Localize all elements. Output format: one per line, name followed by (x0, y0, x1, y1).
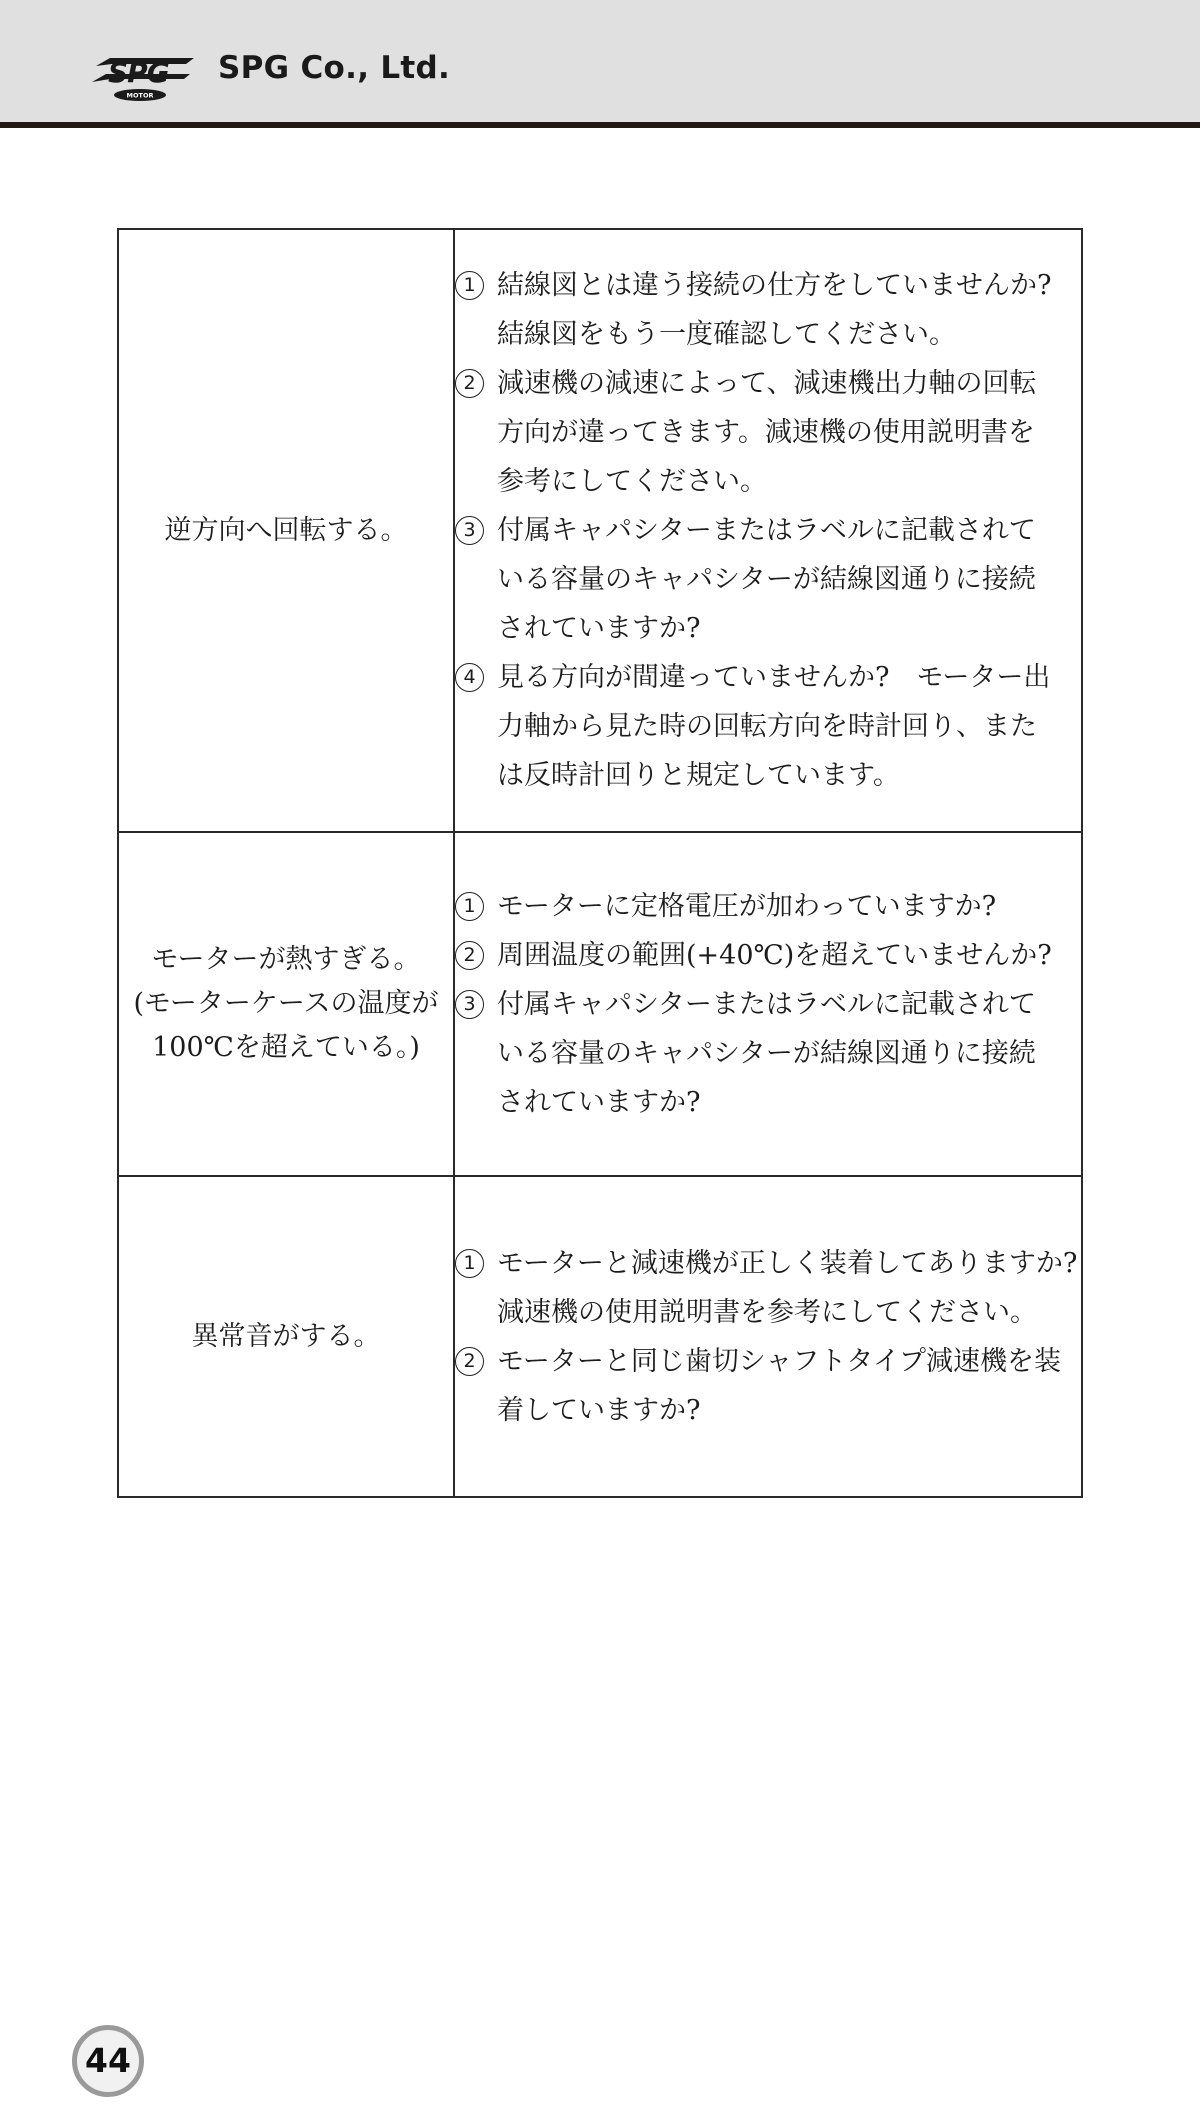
check-text: モーターと同じ歯切シャフトタイプ減速機を装 着していますか? (497, 1345, 1062, 1426)
check-item (455, 359, 1081, 506)
check-text: 結線図とは違う接続の仕方をしていませんか? 結線図をもう一度確認してください。 (497, 270, 1052, 350)
logo-text: SPG (108, 56, 169, 89)
check-item (455, 653, 1081, 800)
circled-number: 4 (455, 663, 484, 692)
logo-sub-text: MOTOR (126, 91, 154, 100)
circled-number: 3 (455, 990, 484, 1019)
symptom-text: 逆方向へ回転する。 (164, 514, 408, 546)
check-text: 付属キャパシターまたはラベルに記載されて いる容量のキャパシターが結線図通りに接続 されていますか? (497, 988, 1036, 1118)
spg-motor-logo (90, 52, 200, 104)
circled-number: 2 (455, 1347, 484, 1376)
page-number: 44 (72, 2025, 144, 2097)
check-text: 周囲温度の範囲(+40℃)を超えていませんか? (497, 939, 1052, 971)
check-item (455, 261, 1081, 359)
checks-cell (454, 1176, 1082, 1497)
circled-number: 1 (455, 271, 484, 300)
table-row (118, 229, 1082, 832)
symptom-cell (118, 229, 454, 832)
check-text: モーターに定格電圧が加わっていますか? (497, 890, 997, 922)
check-item (455, 1239, 1081, 1337)
circled-number: 3 (455, 516, 484, 545)
page-header (0, 0, 1200, 122)
symptom-text: モーターが熱すぎる。 (モーターケースの温度が 100℃を超えている。) (133, 944, 439, 1063)
company-name: SPG Co., Ltd. (218, 50, 451, 86)
circled-number: 2 (455, 369, 484, 398)
check-item (455, 980, 1081, 1127)
check-item (455, 882, 1081, 931)
table-row (118, 832, 1082, 1176)
check-item (455, 1337, 1081, 1435)
checks-cell (454, 832, 1082, 1176)
check-text: 付属キャパシターまたはラベルに記載されて いる容量のキャパシターが結線図通りに接続 されていますか? (497, 515, 1036, 644)
circled-number: 1 (455, 892, 484, 921)
check-text: モーターと減速機が正しく装着してありますか? 減速機の使用説明書を参考にしてください。 (497, 1247, 1078, 1328)
table-row (118, 1176, 1082, 1497)
check-item (455, 506, 1081, 653)
check-text: 減速機の減速によって、減速機出力軸の回転 方向が違ってきます。減速機の使用説明書を 参考にしてください。 (497, 368, 1037, 497)
symptom-cell (118, 832, 454, 1176)
header-divider (0, 122, 1200, 128)
checks-cell (454, 229, 1082, 832)
circled-number: 2 (455, 941, 484, 970)
symptom-text: 異常音がする。 (191, 1320, 381, 1352)
troubleshooting-table (117, 228, 1083, 1498)
circled-number: 1 (455, 1249, 484, 1278)
symptom-cell (118, 1176, 454, 1497)
check-item (455, 931, 1081, 980)
check-text: 見る方向が間違っていませんか? モーター出 力軸から見た時の回転方向を時計回り、また は反時計回りと規定しています。 (497, 662, 1051, 791)
